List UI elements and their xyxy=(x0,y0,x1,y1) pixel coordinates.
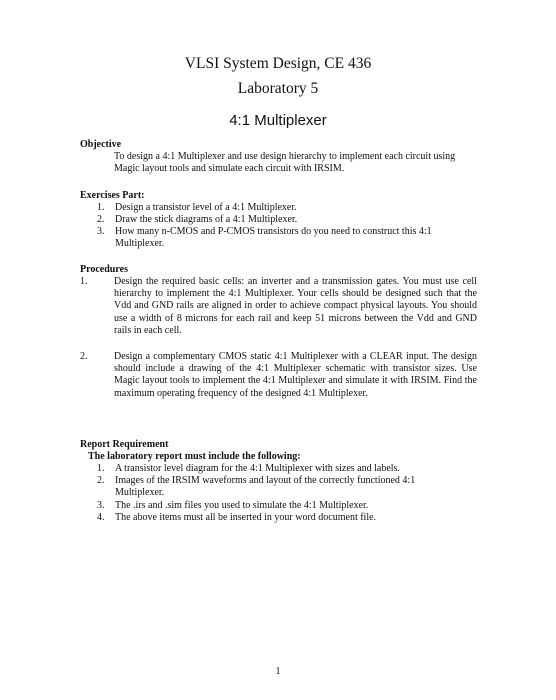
objective-text: To design a 4:1 Multiplexer and use design hierarchy to implement each circuit using Magic layout tools and simulate each circuit with IRSIM. xyxy=(114,151,456,175)
exercise-item-text: How many n-CMOS and P-CMOS transistors do you need to construct this 4:1 Multiplexer. xyxy=(115,226,432,250)
lab-title: Laboratory 5 xyxy=(237,80,319,97)
report-item xyxy=(97,475,477,499)
report-item-number: 1. xyxy=(97,463,105,474)
report-subheading: The laboratory report must include the following: xyxy=(88,451,301,462)
exercise-item xyxy=(97,202,477,214)
report-item-number: 2. xyxy=(97,475,105,486)
procedures-heading: Procedures xyxy=(80,264,128,275)
exercise-item xyxy=(97,226,477,250)
report-item-text: The .irs and .sim files you used to simulate the 4:1 Multiplexer. xyxy=(115,500,369,511)
procedure-item xyxy=(80,276,477,337)
exercise-item-number: 3. xyxy=(97,226,105,237)
exercise-item xyxy=(97,214,477,226)
exercise-item-text: Design a transistor level of a 4:1 Multiplexer. xyxy=(115,202,297,213)
exercises-heading: Exercises Part: xyxy=(80,190,145,201)
procedure-item xyxy=(80,351,477,400)
procedure-item-number: 1. xyxy=(80,276,88,287)
report-item-text: Images of the IRSIM waveforms and layout of the correctly functioned 4:1 Multiplexer. xyxy=(115,475,416,499)
topic-title: 4:1 Multiplexer xyxy=(229,112,327,129)
report-heading: Report Requirement xyxy=(80,439,169,450)
procedure-item-text: Design the required basic cells: an inverter and a transmission gates. You must use cell hierarchy to implement the 4:1 Multiplexer. Your cells should be designed such that the Vdd and GND rails are aligned in order to achieve compact physical layouts. You should use a width of 8 microns for each rail and keep 51 microns between the Vdd and GND rails in each cell. xyxy=(114,276,477,336)
exercise-item-number: 2. xyxy=(97,214,105,225)
report-item-number: 3. xyxy=(97,500,105,511)
report-item-text: The above items must all be inserted in your word document file. xyxy=(115,512,377,523)
procedure-item-number: 2. xyxy=(80,351,88,362)
report-item xyxy=(97,500,477,512)
report-item xyxy=(97,463,477,475)
exercise-item-text: Draw the stick diagrams of a 4:1 Multiplexer. xyxy=(115,214,298,225)
procedure-item-text: Design a complementary CMOS static 4:1 Multiplexer with a CLEAR input. The design should include a drawing of the 4:1 Multiplexer schematic with transistor sizes. Use Magic layout tools to implement the 4:1 Multiplexer and simulate it with IRSIM. Find the maximum operating frequency of the designed 4:1 Multiplexer. xyxy=(114,351,477,399)
exercise-item-number: 1. xyxy=(97,202,105,213)
report-item xyxy=(97,512,477,524)
report-item-number: 4. xyxy=(97,512,105,523)
objective-heading: Objective xyxy=(80,139,122,150)
page-number: 1 xyxy=(275,666,281,677)
course-title: VLSI System Design, CE 436 xyxy=(184,55,372,72)
report-item-text: A transistor level diagram for the 4:1 Multiplexer with sizes and labels. xyxy=(115,463,400,474)
